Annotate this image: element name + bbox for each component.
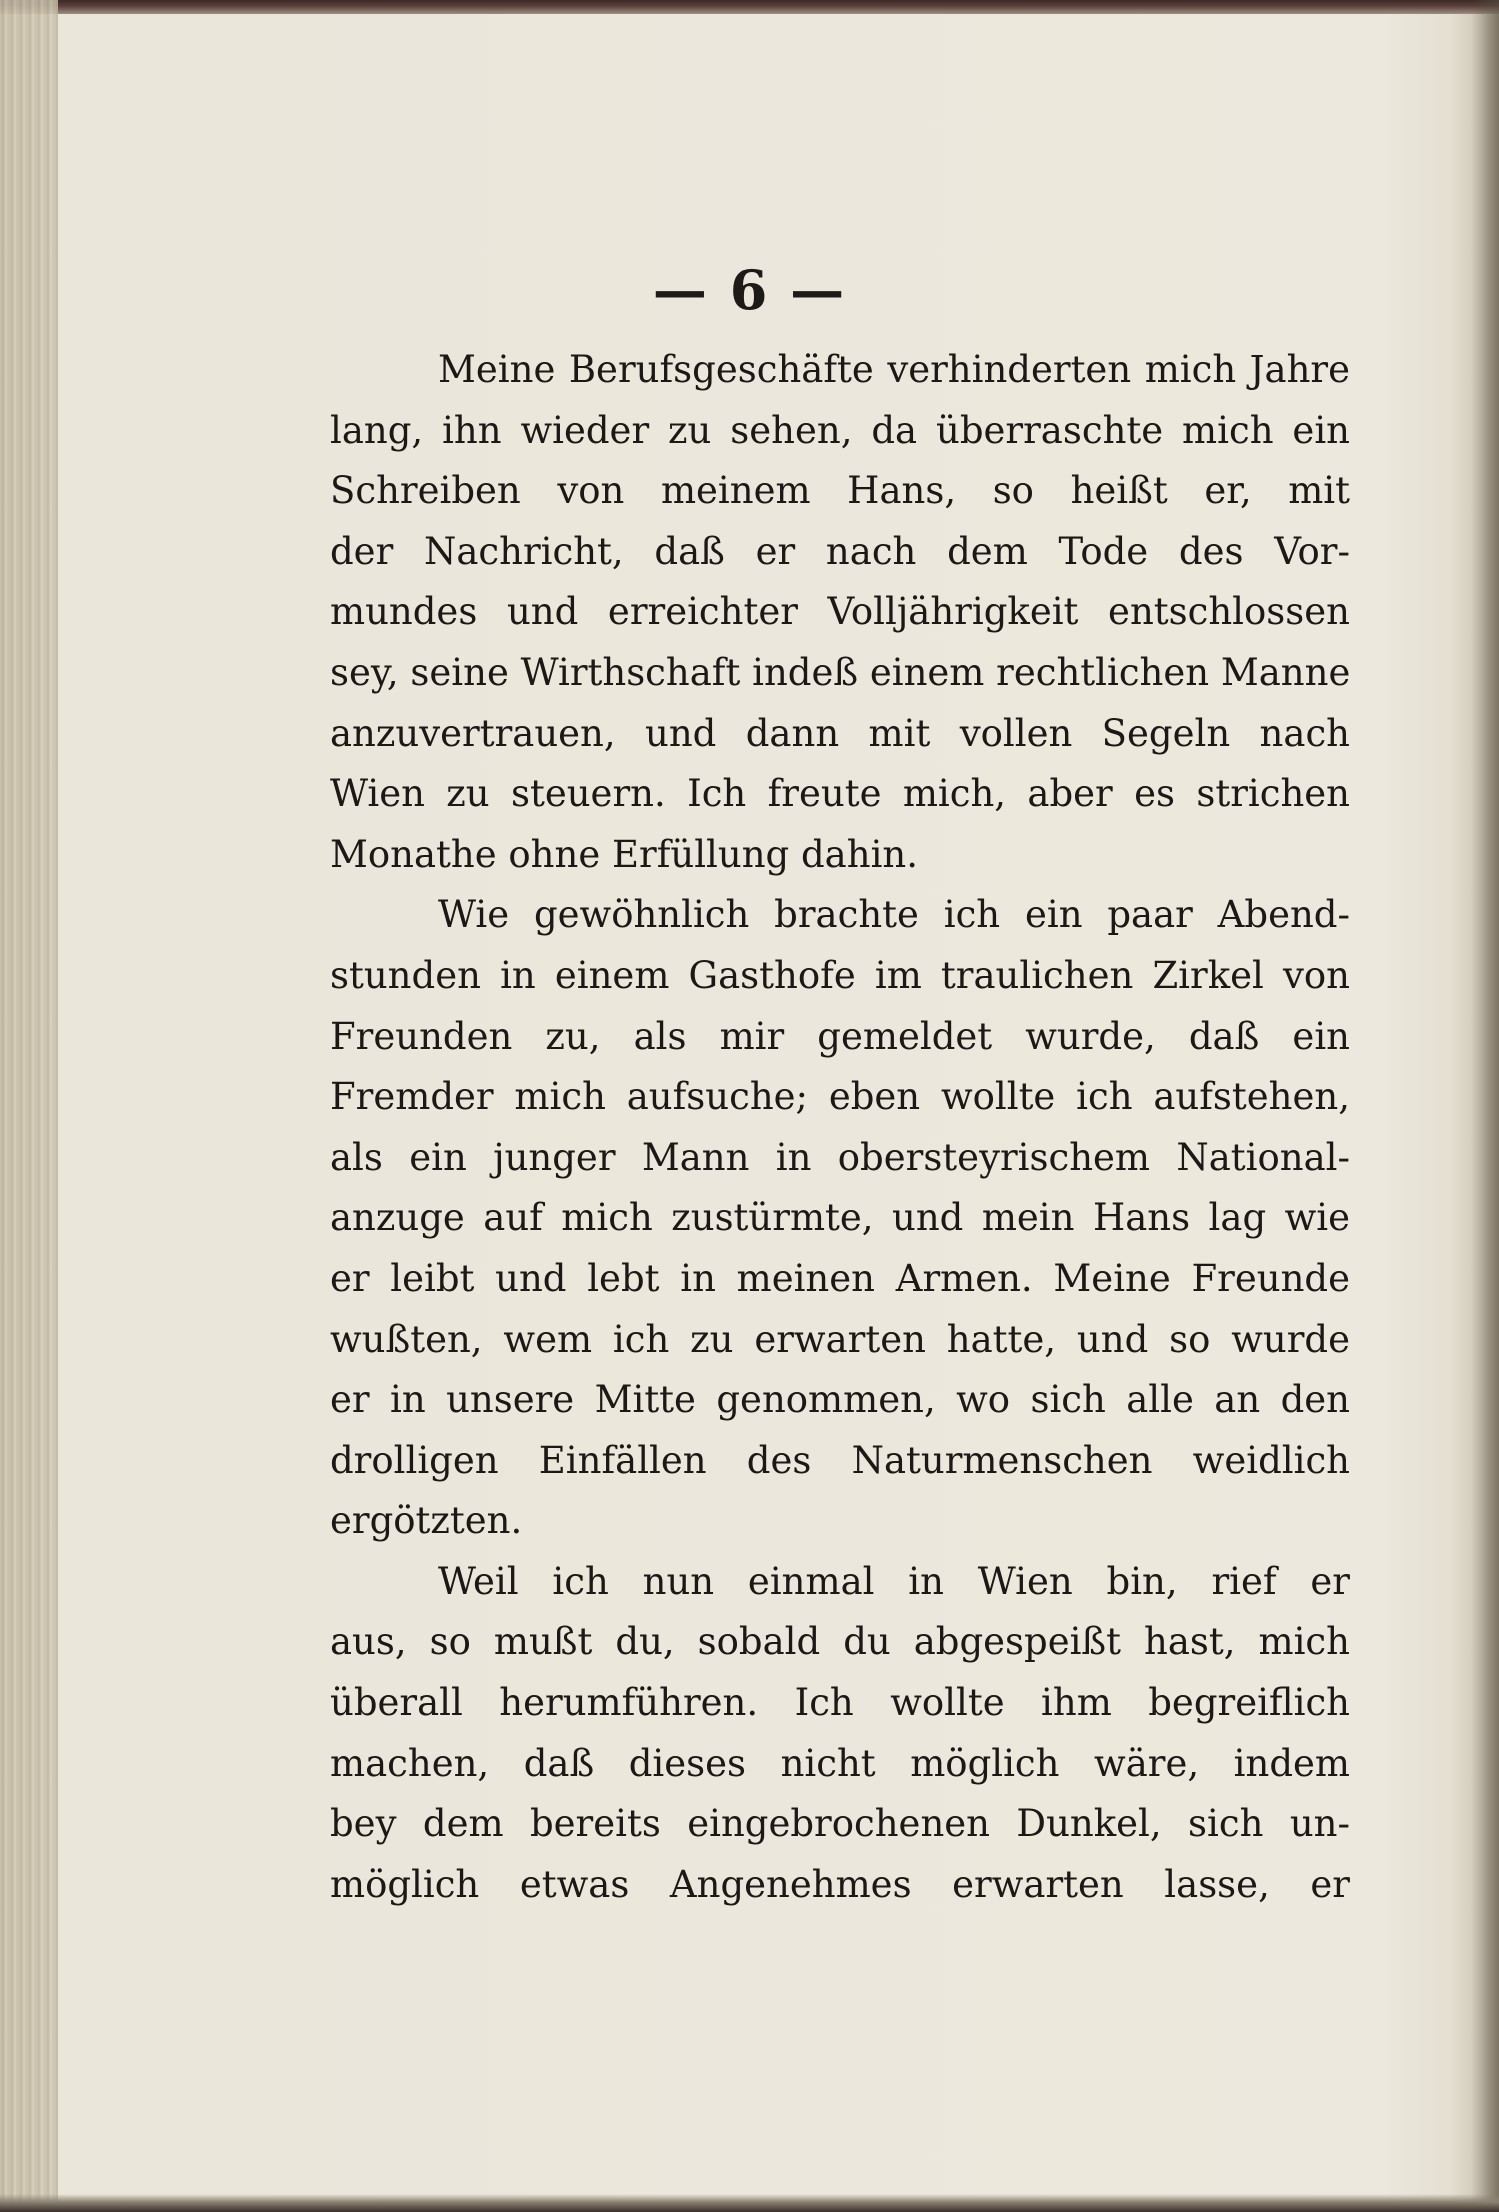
text-line: ergötzten. <box>330 1499 523 1543</box>
text-line: er in unsere Mitte genommen, wo sich alle an den <box>330 1378 1350 1422</box>
text-line: Fremder mich aufsuche; eben wollte ich aufstehen, <box>330 1075 1350 1119</box>
text-line: stunden in einem Gasthofe im traulichen Zirkel von <box>330 953 1350 997</box>
text-line: aus, so mußt du, sobald du abgespeißt hast, mich <box>330 1620 1350 1664</box>
text-line: Wie gewöhnlich brachte ich ein paar Abend- <box>438 893 1350 937</box>
body-text <box>330 340 1350 1915</box>
text-line: der Nachricht, daß er nach dem Tode des Vor- <box>330 529 1350 573</box>
text-line: anzuge auf mich zustürmte, und mein Hans lag wie <box>330 1196 1350 1240</box>
text-line: wußten, wem ich zu erwarten hatte, und so wurde <box>330 1317 1350 1361</box>
text-line: bey dem bereits eingebrochenen Dunkel, sich un- <box>330 1802 1350 1846</box>
text-line: möglich etwas Angenehmes erwarten lasse, er <box>330 1862 1350 1906</box>
text-line: lang, ihn wieder zu sehen, da überraschte mich ein <box>330 408 1350 452</box>
text-line: als ein junger Mann in obersteyrischem National- <box>330 1135 1350 1179</box>
text-line: Wien zu steuern. Ich freute mich, aber es strichen <box>330 772 1350 816</box>
page-stack-edge <box>0 0 58 2212</box>
text-line: anzuvertrauen, und dann mit vollen Segeln nach <box>330 711 1350 755</box>
text-line: überall herumführen. Ich wollte ihm begreiflich <box>330 1681 1350 1725</box>
text-line: sey, seine Wirthschaft indeß einem rechtlichen Manne <box>330 650 1351 694</box>
gutter-shadow <box>1471 0 1499 2212</box>
text-line: er leibt und lebt in meinen Armen. Meine Freunde <box>330 1256 1350 1300</box>
bottom-page-edge <box>0 2194 1499 2212</box>
text-line: mundes und erreichter Volljährigkeit entschlossen <box>330 590 1350 634</box>
top-binding-edge <box>0 0 1499 14</box>
text-line: Monathe ohne Erfüllung dahin. <box>330 832 918 876</box>
text-line: Schreiben von meinem Hans, so heißt er, mit <box>330 469 1350 513</box>
text-line: Weil ich nun einmal in Wien bin, rief er <box>438 1559 1350 1603</box>
text-line: Freunden zu, als mir gemeldet wurde, daß ein <box>330 1014 1350 1058</box>
text-line: machen, daß dieses nicht möglich wäre, indem <box>330 1741 1350 1785</box>
page-number: — 6 — <box>652 258 847 322</box>
text-line: Meine Berufsgeschäfte verhinderten mich Jahre <box>438 348 1350 391</box>
text-line: drolligen Einfällen des Naturmenschen weidlich <box>330 1438 1350 1482</box>
